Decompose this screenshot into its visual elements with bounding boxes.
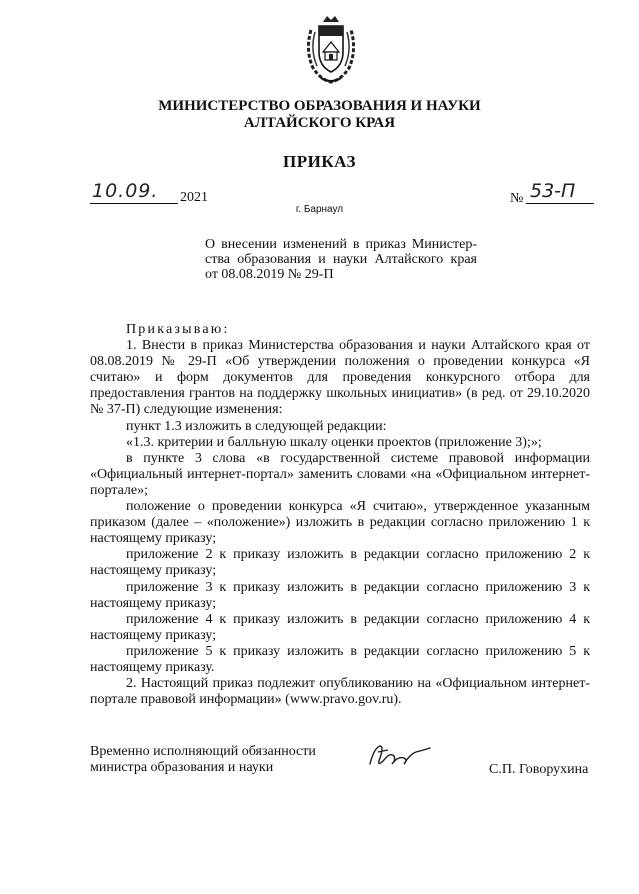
subject-line: О внесении изменений в приказ Министер- <box>205 237 477 252</box>
city-name: г. Барнаул <box>295 204 344 215</box>
subject-line: от 08.08.2019 № 29-П <box>205 267 334 282</box>
subject-line: ства образования и науки Алтайского края <box>205 252 477 267</box>
body-paragraph: 1. Внести в приказ Министерства образования и науки Алтайского края от 08.08.2019 № 29-П «Об утверждении положения о проведении конкурса «Я считаю» и форм документов для проведения конкурсного отбора для предоставления грантов на поддержку школьных инициатив» (в ред. от 29.10.2020 № 37-П) следующие изменения: <box>90 338 590 418</box>
ministry-name-line2: АЛТАЙСКОГО КРАЯ <box>243 115 396 131</box>
document-subject <box>205 237 477 282</box>
order-body <box>90 322 590 708</box>
body-paragraph: положение о проведении конкурса «Я считаю», утвержденное указанным приказом (далее – «положение») изложить в редакции согласно приложению 1 к настоящему приказу; <box>90 499 590 547</box>
body-paragraph: приложение 3 к приказу изложить в редакции согласно приложению 3 к настоящему приказу; <box>90 579 590 611</box>
order-word: Приказываю: <box>126 322 230 337</box>
position-line: Временно исполняющий обязанности <box>90 744 316 759</box>
number-label: № <box>510 191 524 206</box>
document-year: 2021 <box>180 190 208 205</box>
ministry-name-line1: МИНИСТЕРСТВО ОБРАЗОВАНИЯ И НАУКИ <box>158 98 481 114</box>
body-paragraph: 2. Настоящий приказ подлежит опубликованию на «Официальном интернет-портале правовой информации» (www.pravo.gov.ru). <box>90 676 590 708</box>
position-line: министра образования и науки <box>90 760 274 775</box>
handwritten-date: 10.09. <box>92 180 159 202</box>
body-paragraph: «1.3. критерии и балльную шкалу оценки проектов (приложение 3);»; <box>126 434 542 450</box>
body-paragraph: приложение 4 к приказу изложить в редакции согласно приложению 4 к настоящему приказу; <box>90 611 590 643</box>
handwritten-number: 53-П <box>530 180 576 202</box>
altai-krai-coat-of-arms-icon <box>301 12 361 86</box>
handwritten-signature-icon <box>364 738 434 772</box>
body-paragraph: приложение 5 к приказу изложить в редакции согласно приложению 5 к настоящему приказу. <box>90 643 590 675</box>
signatory-name: С.П. Говорухина <box>489 762 589 777</box>
body-paragraph: пункт 1.3 изложить в следующей редакции: <box>126 418 387 434</box>
body-paragraph: приложение 2 к приказу изложить в редакции согласно приложению 2 к настоящему приказу; <box>90 547 590 579</box>
body-paragraph: в пункте 3 слова «в государственной системе правовой информации «Официальный интернет-портал» заменить словами «на «Официальном интернет-портале»; <box>90 450 590 498</box>
document-type-title: ПРИКАЗ <box>283 152 356 171</box>
signatory-position <box>90 744 316 776</box>
